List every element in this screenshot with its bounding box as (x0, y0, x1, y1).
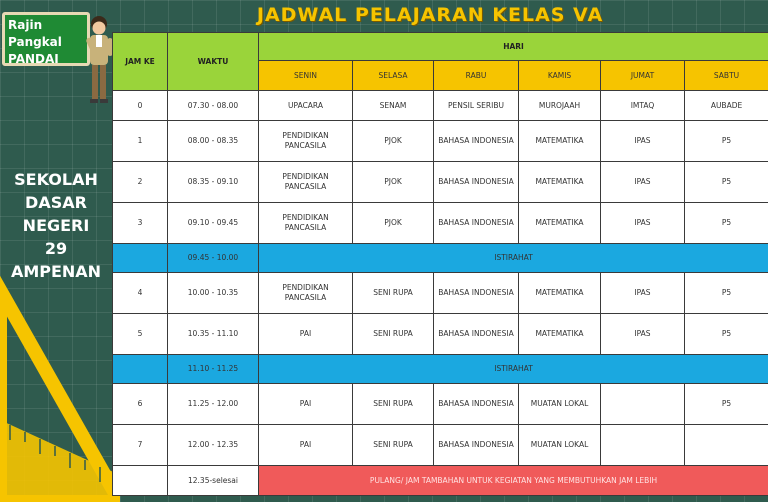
subject-cell: BAHASA INDONESIA (434, 314, 519, 355)
subject-cell: MUATAN LOKAL (519, 425, 601, 466)
jam-cell: 7 (113, 425, 168, 466)
page-title: JADWAL PELAJARAN KELAS VA (256, 4, 604, 26)
subject-cell: PJOK (353, 121, 434, 162)
subject-cell: MATEMATIKA (519, 273, 601, 314)
subject-cell: PENDIDIKAN PANCASILA (259, 162, 353, 203)
subject-cell: PAI (259, 425, 353, 466)
subject-cell: SENI RUPA (353, 314, 434, 355)
subject-cell: IPAS (601, 314, 685, 355)
table-row (113, 425, 768, 466)
school-line: AMPENAN (10, 262, 102, 281)
school-line: SEKOLAH (14, 170, 98, 189)
subject-cell: IPAS (601, 121, 685, 162)
waktu-cell: 10.00 - 10.35 (168, 273, 259, 314)
subject-cell: MATEMATIKA (519, 162, 601, 203)
subject-cell: SENI RUPA (353, 273, 434, 314)
waktu-cell: 08.35 - 09.10 (168, 162, 259, 203)
jam-cell: 4 (113, 273, 168, 314)
subject-cell: BAHASA INDONESIA (434, 384, 519, 425)
header-waktu: WAKTU (168, 33, 259, 91)
subject-cell: MUATAN LOKAL (519, 384, 601, 425)
header-jam-ke: JAM KE (113, 33, 168, 91)
subject-cell: P5 (685, 162, 768, 203)
subject-cell: P5 (685, 203, 768, 244)
subject-cell: BAHASA INDONESIA (434, 162, 519, 203)
subject-cell: SENI RUPA (353, 384, 434, 425)
day-header: SELASA (353, 61, 434, 91)
subject-cell: P5 (685, 273, 768, 314)
jam-cell: 1 (113, 121, 168, 162)
day-header: JUMAT (601, 61, 685, 91)
board-line-2: PANDAI (8, 52, 59, 66)
subject-cell: P5 (685, 121, 768, 162)
waktu-cell: 11.10 - 11.25 (168, 355, 259, 384)
table-row (113, 162, 768, 203)
subject-cell: IPAS (601, 273, 685, 314)
subject-cell: IPAS (601, 162, 685, 203)
subject-cell: P5 (685, 384, 768, 425)
school-line: DASAR (25, 193, 87, 212)
subject-cell: MUROJAAH (519, 91, 601, 121)
table-row (113, 203, 768, 244)
waktu-cell: 11.25 - 12.00 (168, 384, 259, 425)
day-header: SABTU (685, 61, 768, 91)
subject-cell: MATEMATIKA (519, 203, 601, 244)
subject-cell: P5 (685, 314, 768, 355)
subject-cell: BAHASA INDONESIA (434, 203, 519, 244)
subject-cell: MATEMATIKA (519, 314, 601, 355)
day-header: RABU (434, 61, 519, 91)
chalkboard-sign (2, 12, 90, 66)
break-row (113, 244, 768, 273)
jam-cell: 0 (113, 91, 168, 121)
day-header: SENIN (259, 61, 353, 91)
subject-cell: PJOK (353, 162, 434, 203)
schedule-table (112, 32, 768, 496)
waktu-cell: 12.00 - 12.35 (168, 425, 259, 466)
jam-cell: 6 (113, 384, 168, 425)
table-row (113, 121, 768, 162)
subject-cell: PAI (259, 384, 353, 425)
break-label: ISTIRAHAT (259, 355, 768, 384)
subject-cell: PENDIDIKAN PANCASILA (259, 203, 353, 244)
board-line-1: Rajin Pangkal (8, 18, 62, 49)
subject-cell (601, 384, 685, 425)
subject-cell: PENSIL SERIBU (434, 91, 519, 121)
waktu-cell: 07.30 - 08.00 (168, 91, 259, 121)
table-row (113, 273, 768, 314)
jam-cell: 3 (113, 203, 168, 244)
table-row (113, 91, 768, 121)
waktu-cell: 08.00 - 08.35 (168, 121, 259, 162)
subject-cell: UPACARA (259, 91, 353, 121)
waktu-cell: 09.10 - 09.45 (168, 203, 259, 244)
waktu-cell: 09.45 - 10.00 (168, 244, 259, 273)
school-line: NEGERI (22, 216, 90, 235)
table-row (113, 314, 768, 355)
jam-cell (113, 355, 168, 384)
subject-cell: SENI RUPA (353, 425, 434, 466)
table-row (113, 384, 768, 425)
teacher-figure-icon (82, 14, 116, 106)
waktu-cell: 12.35-selesai (168, 466, 259, 496)
subject-cell: BAHASA INDONESIA (434, 425, 519, 466)
jam-cell (113, 466, 168, 496)
break-label: ISTIRAHAT (259, 244, 768, 273)
subject-cell (601, 425, 685, 466)
jam-cell: 2 (113, 162, 168, 203)
subject-cell: AUBADE (685, 91, 768, 121)
closing-row (113, 466, 768, 496)
jam-cell (113, 244, 168, 273)
subject-cell: PENDIDIKAN PANCASILA (259, 273, 353, 314)
jam-cell: 5 (113, 314, 168, 355)
break-row (113, 355, 768, 384)
subject-cell (685, 425, 768, 466)
subject-cell: PENDIDIKAN PANCASILA (259, 121, 353, 162)
subject-cell: IMTAQ (601, 91, 685, 121)
school-name (0, 168, 112, 283)
waktu-cell: 10.35 - 11.10 (168, 314, 259, 355)
school-line: 29 (44, 239, 68, 258)
subject-cell: PAI (259, 314, 353, 355)
header-hari: HARI (259, 33, 768, 61)
subject-cell: BAHASA INDONESIA (434, 121, 519, 162)
subject-cell: SENAM (353, 91, 434, 121)
subject-cell: PJOK (353, 203, 434, 244)
subject-cell: IPAS (601, 203, 685, 244)
subject-cell: BAHASA INDONESIA (434, 273, 519, 314)
closing-banner: PULANG/ JAM TAMBAHAN UNTUK KEGIATAN YANG MEMBUTUHKAN JAM LEBIH (259, 466, 768, 496)
subject-cell: MATEMATIKA (519, 121, 601, 162)
day-header: KAMIS (519, 61, 601, 91)
